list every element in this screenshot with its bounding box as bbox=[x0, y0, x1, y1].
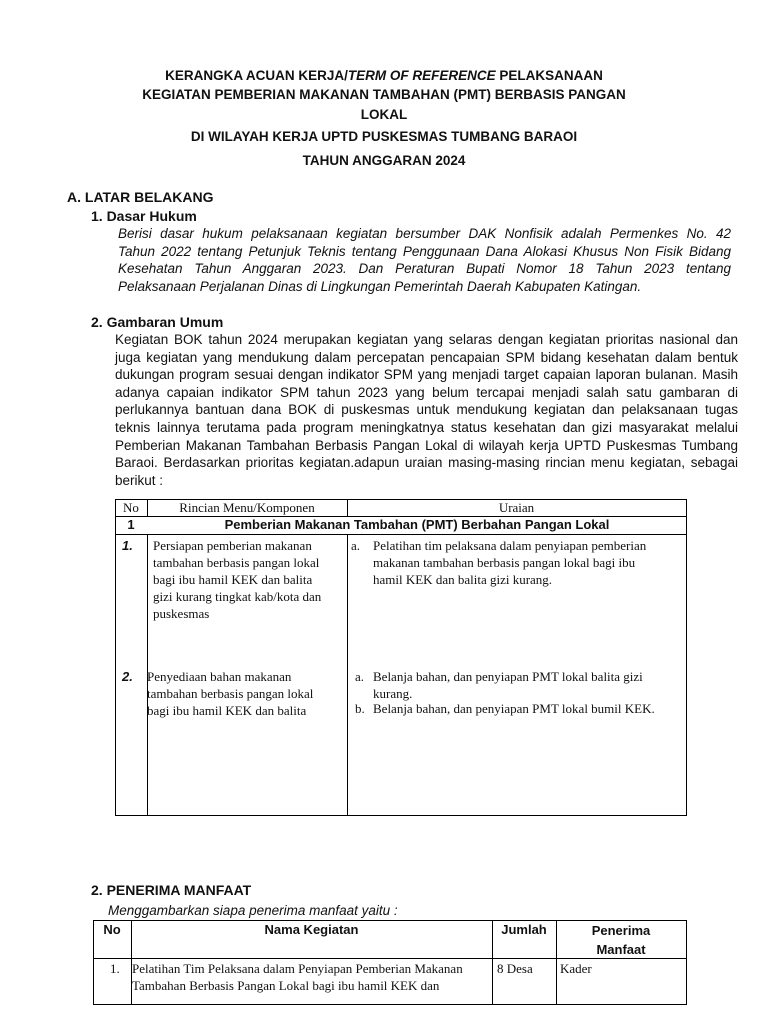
row-1-no: 1. bbox=[122, 538, 133, 553]
t2-header-no: No bbox=[103, 922, 121, 937]
row-2-uraian-marker-b: b. bbox=[355, 701, 365, 716]
row-2-no: 2. bbox=[122, 669, 133, 684]
col-header-no: No bbox=[123, 500, 139, 515]
title-line-2: KEGIATAN PEMBERIAN MAKANAN TAMBAHAN (PMT) BERBASIS PANGAN bbox=[142, 87, 626, 102]
col-header-uraian: Uraian bbox=[498, 500, 535, 515]
row-2-uraian-marker-a: a. bbox=[355, 669, 365, 684]
title-line-3: LOKAL bbox=[360, 107, 408, 122]
row-1-uraian-a: Pelatihan tim pelaksana dalam penyiapan pemberian makanan tambahan berbasis pangan lokal bagi ibu hamil KEK dan balita gizi kurang. bbox=[373, 538, 647, 587]
gambaran-umum-text: Kegiatan BOK tahun 2024 merupakan kegiatan yang selaras dengan kegiatan prioritas nasional dan juga kegiatan yang mendukung dalam percepatan pencapaian SPM bidang kesehatan dalam bentuk dukungan program sesuai dengan indikator SPM yang menjadi target capaian laporan bulanan. Masih adanya capaian indikator SPM tahun 2023 yang belum tercapai menjadi salah satu gambaran di perlukannya bantuan dana BOK di puskesmas untuk mendukung kegiatan dan pelaksanaan tugas teknis lainnya terutama pada program meningkatnya status kesehatan dan gizi masyarakat melalui Pemberian Makanan Tambahan Berbasis Pangan Lokal di wilayah kerja UPTD Puskesmas Tumbang Baraoi. Berdasarkan prioritas kegiatan.adapun uraian masing-masing rincian menu kegiatan, sebagai berikut : bbox=[115, 332, 738, 488]
dasar-hukum-text: Berisi dasar hukum pelaksanaan kegiatan bersumber DAK Nonfisik adalah Permenkes No. 42 Tahun 2022 tentang Petunjuk Teknis tentang Penggunaan Dana Alokasi Khusus Non Fisik Bidang Kesehatan Tahun Anggaran 2023. Dan Peraturan Bupati Nomor 18 Tahun 2023 tentang Pelaksanaan Perjalanan Dinas di Lingkungan Pemerintah Daerah Kabupaten Katingan. bbox=[118, 226, 731, 294]
t2-row-1-no: 1. bbox=[110, 961, 120, 976]
penerima-manfaat-heading: 2. PENERIMA MANFAAT bbox=[91, 882, 252, 898]
dasar-hukum-heading: 1. Dasar Hukum bbox=[91, 208, 197, 224]
col-header-rincian: Rincian Menu/Komponen bbox=[179, 500, 315, 515]
row-1-uraian-marker-a: a. bbox=[351, 538, 361, 553]
row-2-uraian-b: Belanja bahan, dan penyiapan PMT lokal bumil KEK. bbox=[373, 701, 655, 716]
row-1-rincian: Persiapan pemberian makanan tambahan berbasis pangan lokal bagi ibu hamil KEK dan balita gizi kurang tingkat kab/kota dan puskesmas bbox=[153, 538, 322, 621]
row-2-uraian-a: Belanja bahan, dan penyiapan PMT lokal balita gizi kurang. bbox=[373, 669, 643, 701]
t2-row-1-penerima: Kader bbox=[560, 961, 592, 976]
group-title: Pemberian Makanan Tambahan (PMT) Berbahan Pangan Lokal bbox=[224, 517, 610, 532]
t2-header-penerima: Penerima Manfaat bbox=[591, 923, 651, 957]
title-line-1: KERANGKA ACUAN KERJA/TERM OF REFERENCE PELAKSANAAN bbox=[165, 68, 603, 83]
gambaran-umum-heading: 2. Gambaran Umum bbox=[91, 314, 224, 330]
group-no: 1 bbox=[127, 517, 135, 532]
t2-header-jumlah: Jumlah bbox=[501, 922, 547, 937]
penerima-manfaat-intro: Menggambarkan siapa penerima manfaat yaitu : bbox=[108, 903, 398, 918]
title-line-4: DI WILAYAH KERJA UPTD PUSKESMAS TUMBANG BARAOI bbox=[190, 129, 578, 144]
title-line-5: TAHUN ANGGARAN 2024 bbox=[302, 153, 466, 168]
row-2-rincian: Penyediaan bahan makanan tambahan berbasis pangan lokal bagi ibu hamil KEK dan balita bbox=[147, 669, 314, 718]
t2-row-1-jumlah: 8 Desa bbox=[497, 961, 533, 976]
t2-row-1-nama: Pelatihan Tim Pelaksana dalam Penyiapan Pemberian Makanan Tambahan Berbasis Pangan Lokal bagi ibu hamil KEK dan bbox=[132, 961, 463, 993]
section-a-heading: A. LATAR BELAKANG bbox=[67, 189, 214, 205]
t2-header-nama: Nama Kegiatan bbox=[264, 922, 359, 937]
